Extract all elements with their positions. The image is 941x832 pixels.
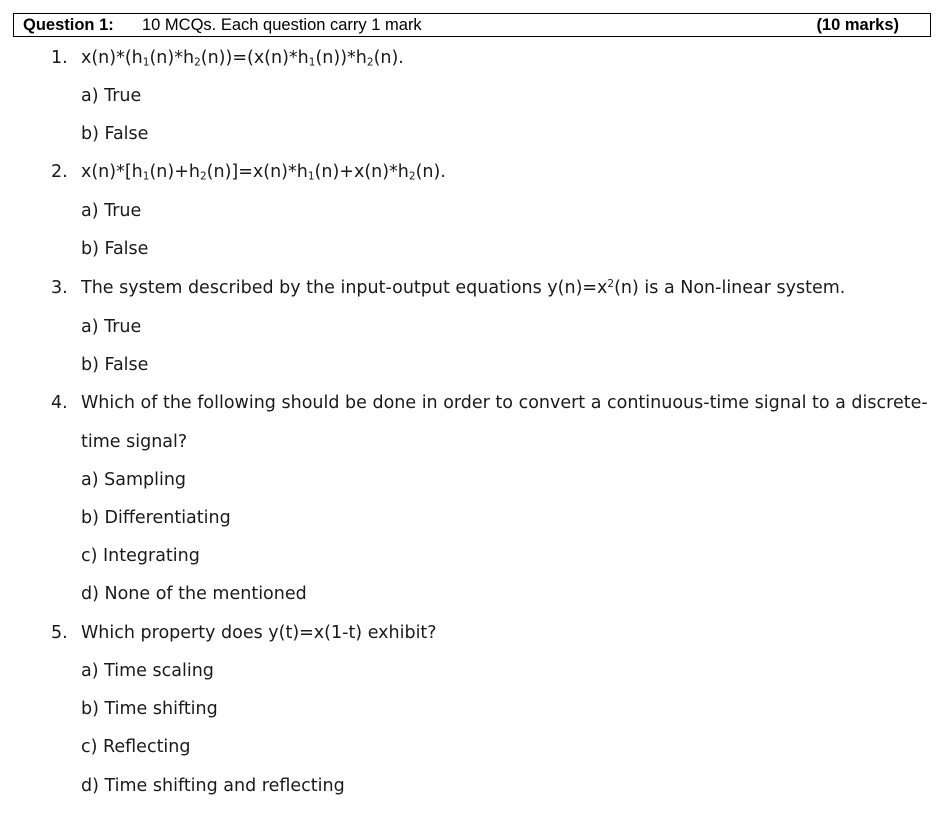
question-number-2: 2.: [51, 162, 68, 182]
question-text-4-line2: time signal?: [81, 432, 188, 452]
question-number-5: 5.: [51, 623, 68, 643]
option-1a: a) True: [81, 86, 142, 106]
option-5b: b) Time shifting: [81, 699, 218, 719]
option-5a: a) Time scaling: [81, 661, 214, 681]
option-4a: a) Sampling: [81, 470, 187, 490]
question-text-4-line1: Which of the following should be done in order to convert a continuous-time signal to a discrete-: [81, 393, 928, 413]
option-4d: d) None of the mentioned: [81, 584, 307, 604]
question-description: 10 MCQs. Each question carry 1 mark: [142, 16, 422, 34]
question-header: [13, 13, 931, 37]
option-3a: a) True: [81, 317, 142, 337]
question-number-1: 1.: [51, 48, 68, 68]
question-number-4: 4.: [51, 393, 68, 413]
question-marks: (10 marks): [816, 16, 899, 34]
option-3b: b) False: [81, 355, 149, 375]
question-text-2: $x(n)*[h_1(n)+h_2(n)]=x(n)*h_1(n)+x(n)*h_2(n)$.: [81, 162, 446, 183]
option-4c: c) Integrating: [81, 546, 200, 566]
question-text-3: The system described by the input-output equations $y(n)=x^2(n)$ is a Non-linear system.: [81, 278, 846, 298]
option-2b: b) False: [81, 239, 149, 259]
option-5c: c) Reflecting: [81, 737, 191, 757]
option-1b: b) False: [81, 124, 149, 144]
question-text-1: $x(n)*(h_1(n)*h_2(n))=(x(n)*h_1(n))*h_2(n)$.: [81, 48, 404, 69]
question-label: Question 1:: [23, 16, 114, 34]
option-4b: b) Differentiating: [81, 508, 231, 528]
question-number-3: 3.: [51, 278, 68, 298]
option-2a: a) True: [81, 201, 142, 221]
question-text-5: Which property does y(t)=x(1-t) exhibit?: [81, 623, 437, 643]
option-5d: d) Time shifting and reflecting: [81, 776, 345, 796]
